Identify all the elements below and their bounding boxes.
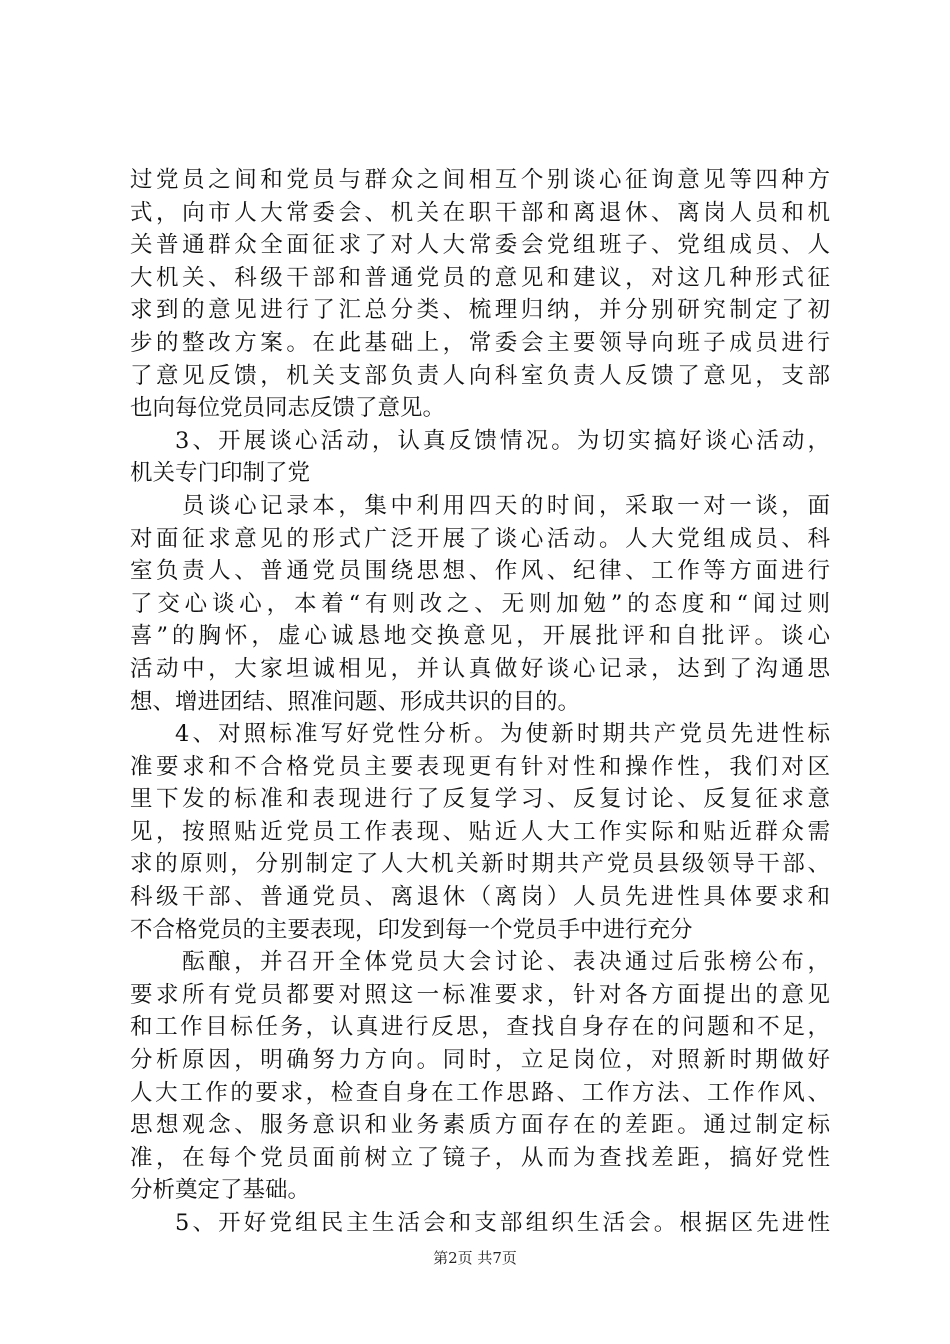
page-footer: 第2页 共7页	[433, 1249, 517, 1267]
text-line: 过党员之间和党员与群众之间相互个别谈心征询意见等四种方	[130, 167, 830, 193]
document-body	[130, 164, 830, 1240]
text-line: 喜”的胸怀，虚心诚恳地交换意见，开展批评和自批评。谈心	[130, 623, 830, 650]
text-line: 对面征求意见的形式广泛开展了谈心活动。人大党组成员、科	[130, 525, 830, 552]
text-line: 式，向市人大常委会、机关在职干部和离退休、离岗人员和机	[130, 199, 830, 226]
text-line: 科级干部、普通党员、离退休（离岗）人员先进性具体要求和	[130, 884, 830, 911]
text-line: 求到的意见进行了汇总分类、梳理归纳，并分别研究制定了初	[130, 297, 830, 324]
text-line: 也向每位党员同志反馈了意见。	[130, 395, 446, 422]
text-line: 和工作目标任务，认真进行反思，查找自身存在的问题和不足，	[130, 1014, 830, 1041]
text-line: 准，在每个党员面前树立了镜子，从而为查找差距，搞好党性	[130, 1144, 830, 1171]
text-line: 5、开好党组民主生活会和支部组织生活会。根据区先进性	[175, 1210, 830, 1236]
text-line: 不合格党员的主要表现，印发到每一个党员手中进行充分	[130, 916, 693, 943]
text-line: 了意见反馈，机关支部负责人向科室负责人反馈了意见，支部	[130, 362, 830, 389]
text-line: 准要求和不合格党员主要表现更有针对性和操作性，我们对区	[130, 753, 830, 780]
text-line: 活动中，大家坦诚相见，并认真做好谈心记录，达到了沟通思	[130, 655, 830, 682]
text-line: 关普通群众全面征求了对人大常委会党组班子、党组成员、人	[130, 232, 830, 259]
text-line: 机关专门印制了党	[130, 460, 311, 487]
text-line: 员谈心记录本，集中利用四天的时间，采取一对一谈，面	[182, 492, 830, 519]
text-line: 室负责人、普通党员围绕思想、作风、纪律、工作等方面进行	[130, 558, 830, 585]
text-line: 分析奠定了基础。	[130, 1177, 311, 1204]
text-line: 里下发的标准和表现进行了反复学习、反复讨论、反复征求意	[130, 786, 830, 813]
text-line: 3、开展谈心活动，认真反馈情况。为切实搞好谈心活动，	[175, 427, 830, 454]
text-line: 大机关、科级干部和普通党员的意见和建议，对这几种形式征	[130, 264, 830, 291]
text-line: 4、对照标准写好党性分析。为使新时期共产党员先进性标	[175, 721, 830, 748]
text-line: 了交心谈心，本着“有则改之、无则加勉”的态度和“闻过则	[130, 590, 830, 617]
text-line: 人大工作的要求，检查自身在工作思路、工作方法、工作作风、	[130, 1079, 830, 1106]
text-line: 要求所有党员都要对照这一标准要求，针对各方面提出的意见	[130, 981, 830, 1008]
text-line: 求的原则，分别制定了人大机关新时期共产党员县级领导干部、	[130, 851, 830, 878]
text-line: 分析原因，明确努力方向。同时，立足岗位，对照新时期做好	[130, 1047, 830, 1074]
text-line: 酝酿，并召开全体党员大会讨论、表决通过后张榜公布，	[182, 949, 830, 976]
text-line: 见，按照贴近党员工作表现、贴近人大工作实际和贴近群众需	[130, 818, 830, 845]
text-line: 思想观念、服务意识和业务素质方面存在的差距。通过制定标	[130, 1112, 830, 1139]
text-line: 想、增进团结、照准问题、形成共识的目的。	[130, 688, 581, 715]
text-line: 步的整改方案。在此基础上，常委会主要领导向班子成员进行	[130, 329, 830, 356]
